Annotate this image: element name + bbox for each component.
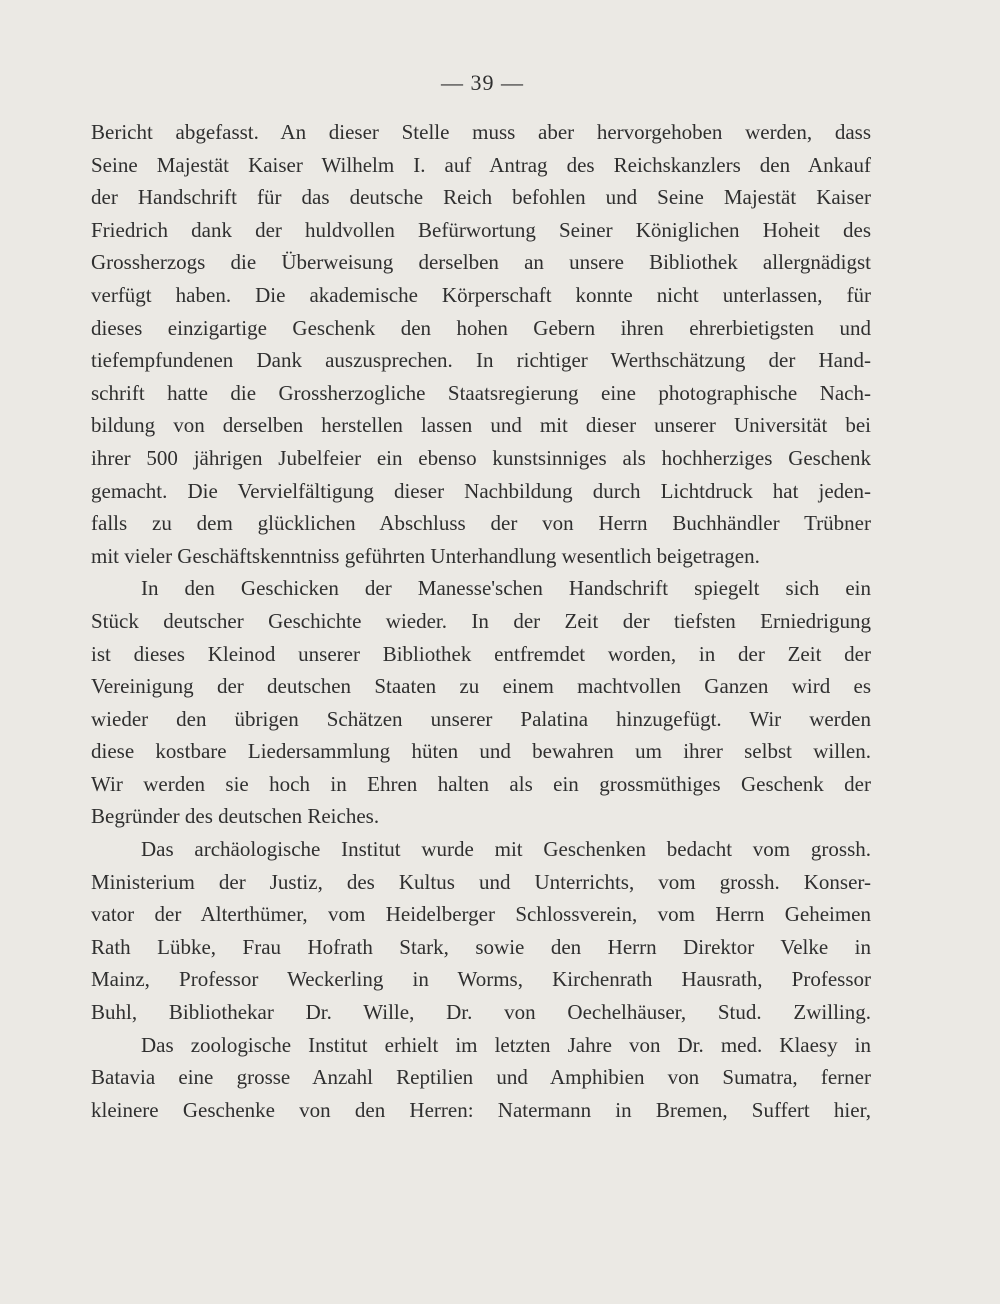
text-line: Vereinigung der deutschen Staaten zu einem machtvollen Ganzen wird es (91, 674, 871, 699)
text-line: Grossherzogs die Überweisung derselben an unsere Bibliothek allergnädigst (91, 250, 871, 275)
text-line: Stück deutscher Geschichte wieder. In der Zeit der tiefsten Erniedrigung (91, 608, 871, 633)
page-number: — 39 — (441, 70, 524, 95)
text-line: vator der Alterthümer, vom Heidelberger Schlossverein, vom Herrn Geheimen (91, 902, 871, 927)
text-line: Seine Majestät Kaiser Wilhelm I. auf Antrag des Reichskanzlers den Ankauf (91, 152, 871, 177)
text-line: Ministerium der Justiz, des Kultus und Unterrichts, vom grossh. Konser- (91, 869, 871, 894)
body-text (91, 116, 871, 1126)
text-line: Mainz, Professor Weckerling in Worms, Kirchenrath Hausrath, Professor (91, 967, 871, 992)
text-line: diese kostbare Liedersammlung hüten und bewahren um ihrer selbst willen. (91, 739, 871, 764)
text-line: der Handschrift für das deutsche Reich befohlen und Seine Majestät Kaiser (91, 185, 871, 210)
text-line: schrift hatte die Grossherzogliche Staatsregierung eine photographische Nach- (91, 380, 871, 405)
text-line: bildung von derselben herstellen lassen und mit dieser unserer Universität bei (91, 413, 871, 438)
text-line: falls zu dem glücklichen Abschluss der von Herrn Buchhändler Trübner (91, 511, 871, 536)
text-line: Bericht abgefasst. An dieser Stelle muss aber hervorgehoben werden, dass (91, 120, 871, 144)
text-line: In den Geschicken der Manesse'schen Handschrift spiegelt sich ein (141, 576, 871, 601)
text-line: verfügt haben. Die akademische Körperschaft konnte nicht unterlassen, für (91, 282, 871, 307)
text-line: Das zoologische Institut erhielt im letzten Jahre von Dr. med. Klaesy in (141, 1032, 871, 1057)
text-line: Friedrich dank der huldvollen Befürwortung Seiner Königlichen Hoheit des (91, 217, 871, 242)
text-line: Begründer des deutschen Reiches. (91, 804, 380, 829)
text-line: tiefempfundenen Dank auszusprechen. In richtiger Werthschätzung der Hand- (91, 348, 871, 373)
text-line: Rath Lübke, Frau Hofrath Stark, sowie den Herrn Direktor Velke in (91, 934, 871, 959)
text-line: gemacht. Die Vervielfältigung dieser Nachbildung durch Lichtdruck hat jeden- (91, 478, 871, 503)
text-line: ihrer 500 jährigen Jubelfeier ein ebenso kunstsinniges als hochherziges Geschenk (91, 445, 871, 470)
text-line: Batavia eine grosse Anzahl Reptilien und Amphibien von Sumatra, ferner (91, 1065, 871, 1090)
text-line: ist dieses Kleinod unserer Bibliothek entfremdet worden, in der Zeit der (91, 641, 871, 666)
text-line: Das archäologische Institut wurde mit Geschenken bedacht vom grossh. (141, 837, 871, 862)
text-line: Buhl, Bibliothekar Dr. Wille, Dr. von Oechelhäuser, Stud. Zwilling. (91, 1000, 871, 1025)
text-line: wieder den übrigen Schätzen unserer Palatina hinzugefügt. Wir werden (91, 706, 871, 731)
text-line: mit vieler Geschäftskenntniss geführten Unterhandlung wesentlich beigetragen. (91, 543, 760, 568)
text-line: dieses einzigartige Geschenk den hohen Gebern ihren ehrerbietigsten und (91, 315, 871, 340)
text-line: kleinere Geschenke von den Herren: Natermann in Bremen, Suffert hier, (91, 1097, 871, 1122)
text-line: Wir werden sie hoch in Ehren halten als ein grossmüthiges Geschenk der (91, 771, 871, 796)
